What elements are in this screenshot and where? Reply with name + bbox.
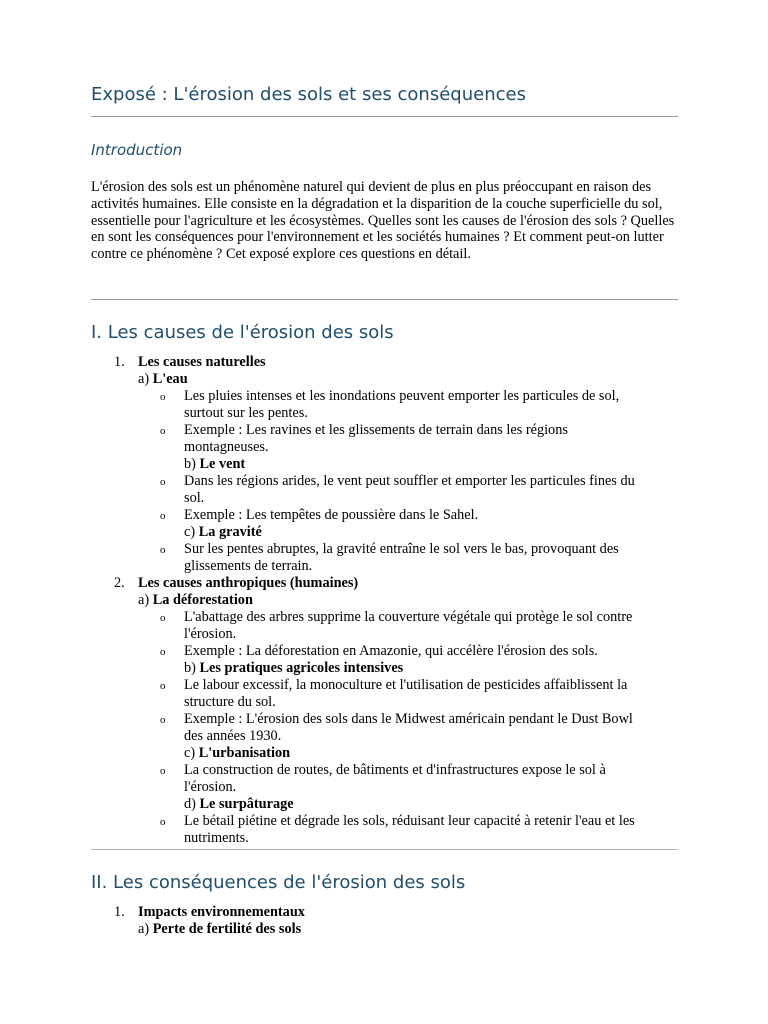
- bullet-icon: o: [160, 476, 166, 488]
- sub-item-overgrazing: d) Le surpâturage: [184, 796, 294, 812]
- bullet-icon: o: [160, 391, 166, 403]
- introduction-heading: Introduction: [91, 141, 183, 159]
- bullet-text: montagneuses.: [184, 439, 269, 455]
- bullet-text: Dans les régions arides, le vent peut souffler et emporter les particules fines du: [184, 473, 635, 489]
- bullet-icon: o: [160, 646, 166, 658]
- bullet-text: sol.: [184, 490, 205, 506]
- bullet-icon: o: [160, 425, 166, 437]
- bullet-icon: o: [160, 510, 166, 522]
- bullet-text: glissements de terrain.: [184, 558, 313, 574]
- list-item-label: Les causes naturelles: [138, 354, 266, 370]
- bullet-text: l'érosion.: [184, 779, 237, 795]
- bullet-text: La construction de routes, de bâtiments et d'infrastructures expose le sol à: [184, 762, 606, 778]
- bullet-text: Les pluies intenses et les inondations peuvent emporter les particules de sol,: [184, 388, 620, 404]
- sub-item-fertility: a) Perte de fertilité des sols: [138, 921, 302, 937]
- sub-item-deforestation: a) La déforestation: [138, 592, 253, 608]
- bullet-icon: o: [160, 714, 166, 726]
- section-heading-consequences: II. Les conséquences de l'érosion des sols: [91, 872, 466, 893]
- title-divider: [91, 116, 678, 117]
- bullet-icon: o: [160, 765, 166, 777]
- sub-item-gravity: c) La gravité: [184, 524, 262, 540]
- introduction-paragraph: L'érosion des sols est un phénomène naturel qui devient de plus en plus préoccupant en raison des activités humaines. Elle consiste en la dégradation et la disparition de la couche superficielle du sol, essentielle pour l'agriculture et les écosystèmes. Quelles sont les causes de l'érosion des sols ? Quelles en sont les conséquences pour l'environnement et les sociétés humaines ? Et comment peut-on lutter contre ce phénomène ? Cet exposé explore ces questions en détail.: [91, 179, 675, 263]
- bullet-text: Exemple : La déforestation en Amazonie, qui accélère l'érosion des sols.: [184, 643, 598, 659]
- bullet-icon: o: [160, 816, 166, 828]
- bullet-text: des années 1930.: [184, 728, 282, 744]
- list-number: 1.: [114, 904, 125, 920]
- bullet-text: Le bétail piétine et dégrade les sols, réduisant leur capacité à retenir l'eau et les: [184, 813, 635, 829]
- section-heading-causes: I. Les causes de l'érosion des sols: [91, 322, 394, 343]
- bullet-text: Sur les pentes abruptes, la gravité entraîne le sol vers le bas, provoquant des: [184, 541, 619, 557]
- bullet-icon: o: [160, 612, 166, 624]
- bullet-text: L'abattage des arbres supprime la couverture végétale qui protège le sol contre: [184, 609, 633, 625]
- bullet-text: Exemple : L'érosion des sols dans le Midwest américain pendant le Dust Bowl: [184, 711, 633, 727]
- introduction-divider: [91, 299, 678, 300]
- document-title: Exposé : L'érosion des sols et ses conséquences: [91, 84, 526, 105]
- bullet-text: Exemple : Les tempêtes de poussière dans le Sahel.: [184, 507, 479, 523]
- list-number: 2.: [114, 575, 125, 591]
- list-item-label: Impacts environnementaux: [138, 904, 305, 920]
- bullet-text: Le labour excessif, la monoculture et l'utilisation de pesticides affaiblissent la: [184, 677, 628, 693]
- sub-item-water: a) L'eau: [138, 371, 188, 387]
- list-item-label: Les causes anthropiques (humaines): [138, 575, 359, 591]
- bullet-text: nutriments.: [184, 830, 249, 846]
- bullet-text: l'érosion.: [184, 626, 237, 642]
- sub-item-agriculture: b) Les pratiques agricoles intensives: [184, 660, 404, 676]
- bullet-text: Exemple : Les ravines et les glissements de terrain dans les régions: [184, 422, 568, 438]
- sub-item-urbanisation: c) L'urbanisation: [184, 745, 291, 761]
- sub-item-wind: b) Le vent: [184, 456, 246, 472]
- bullet-text: structure du sol.: [184, 694, 276, 710]
- section-divider: [91, 849, 678, 850]
- list-number: 1.: [114, 354, 125, 370]
- bullet-icon: o: [160, 680, 166, 692]
- bullet-icon: o: [160, 544, 166, 556]
- bullet-text: surtout sur les pentes.: [184, 405, 308, 421]
